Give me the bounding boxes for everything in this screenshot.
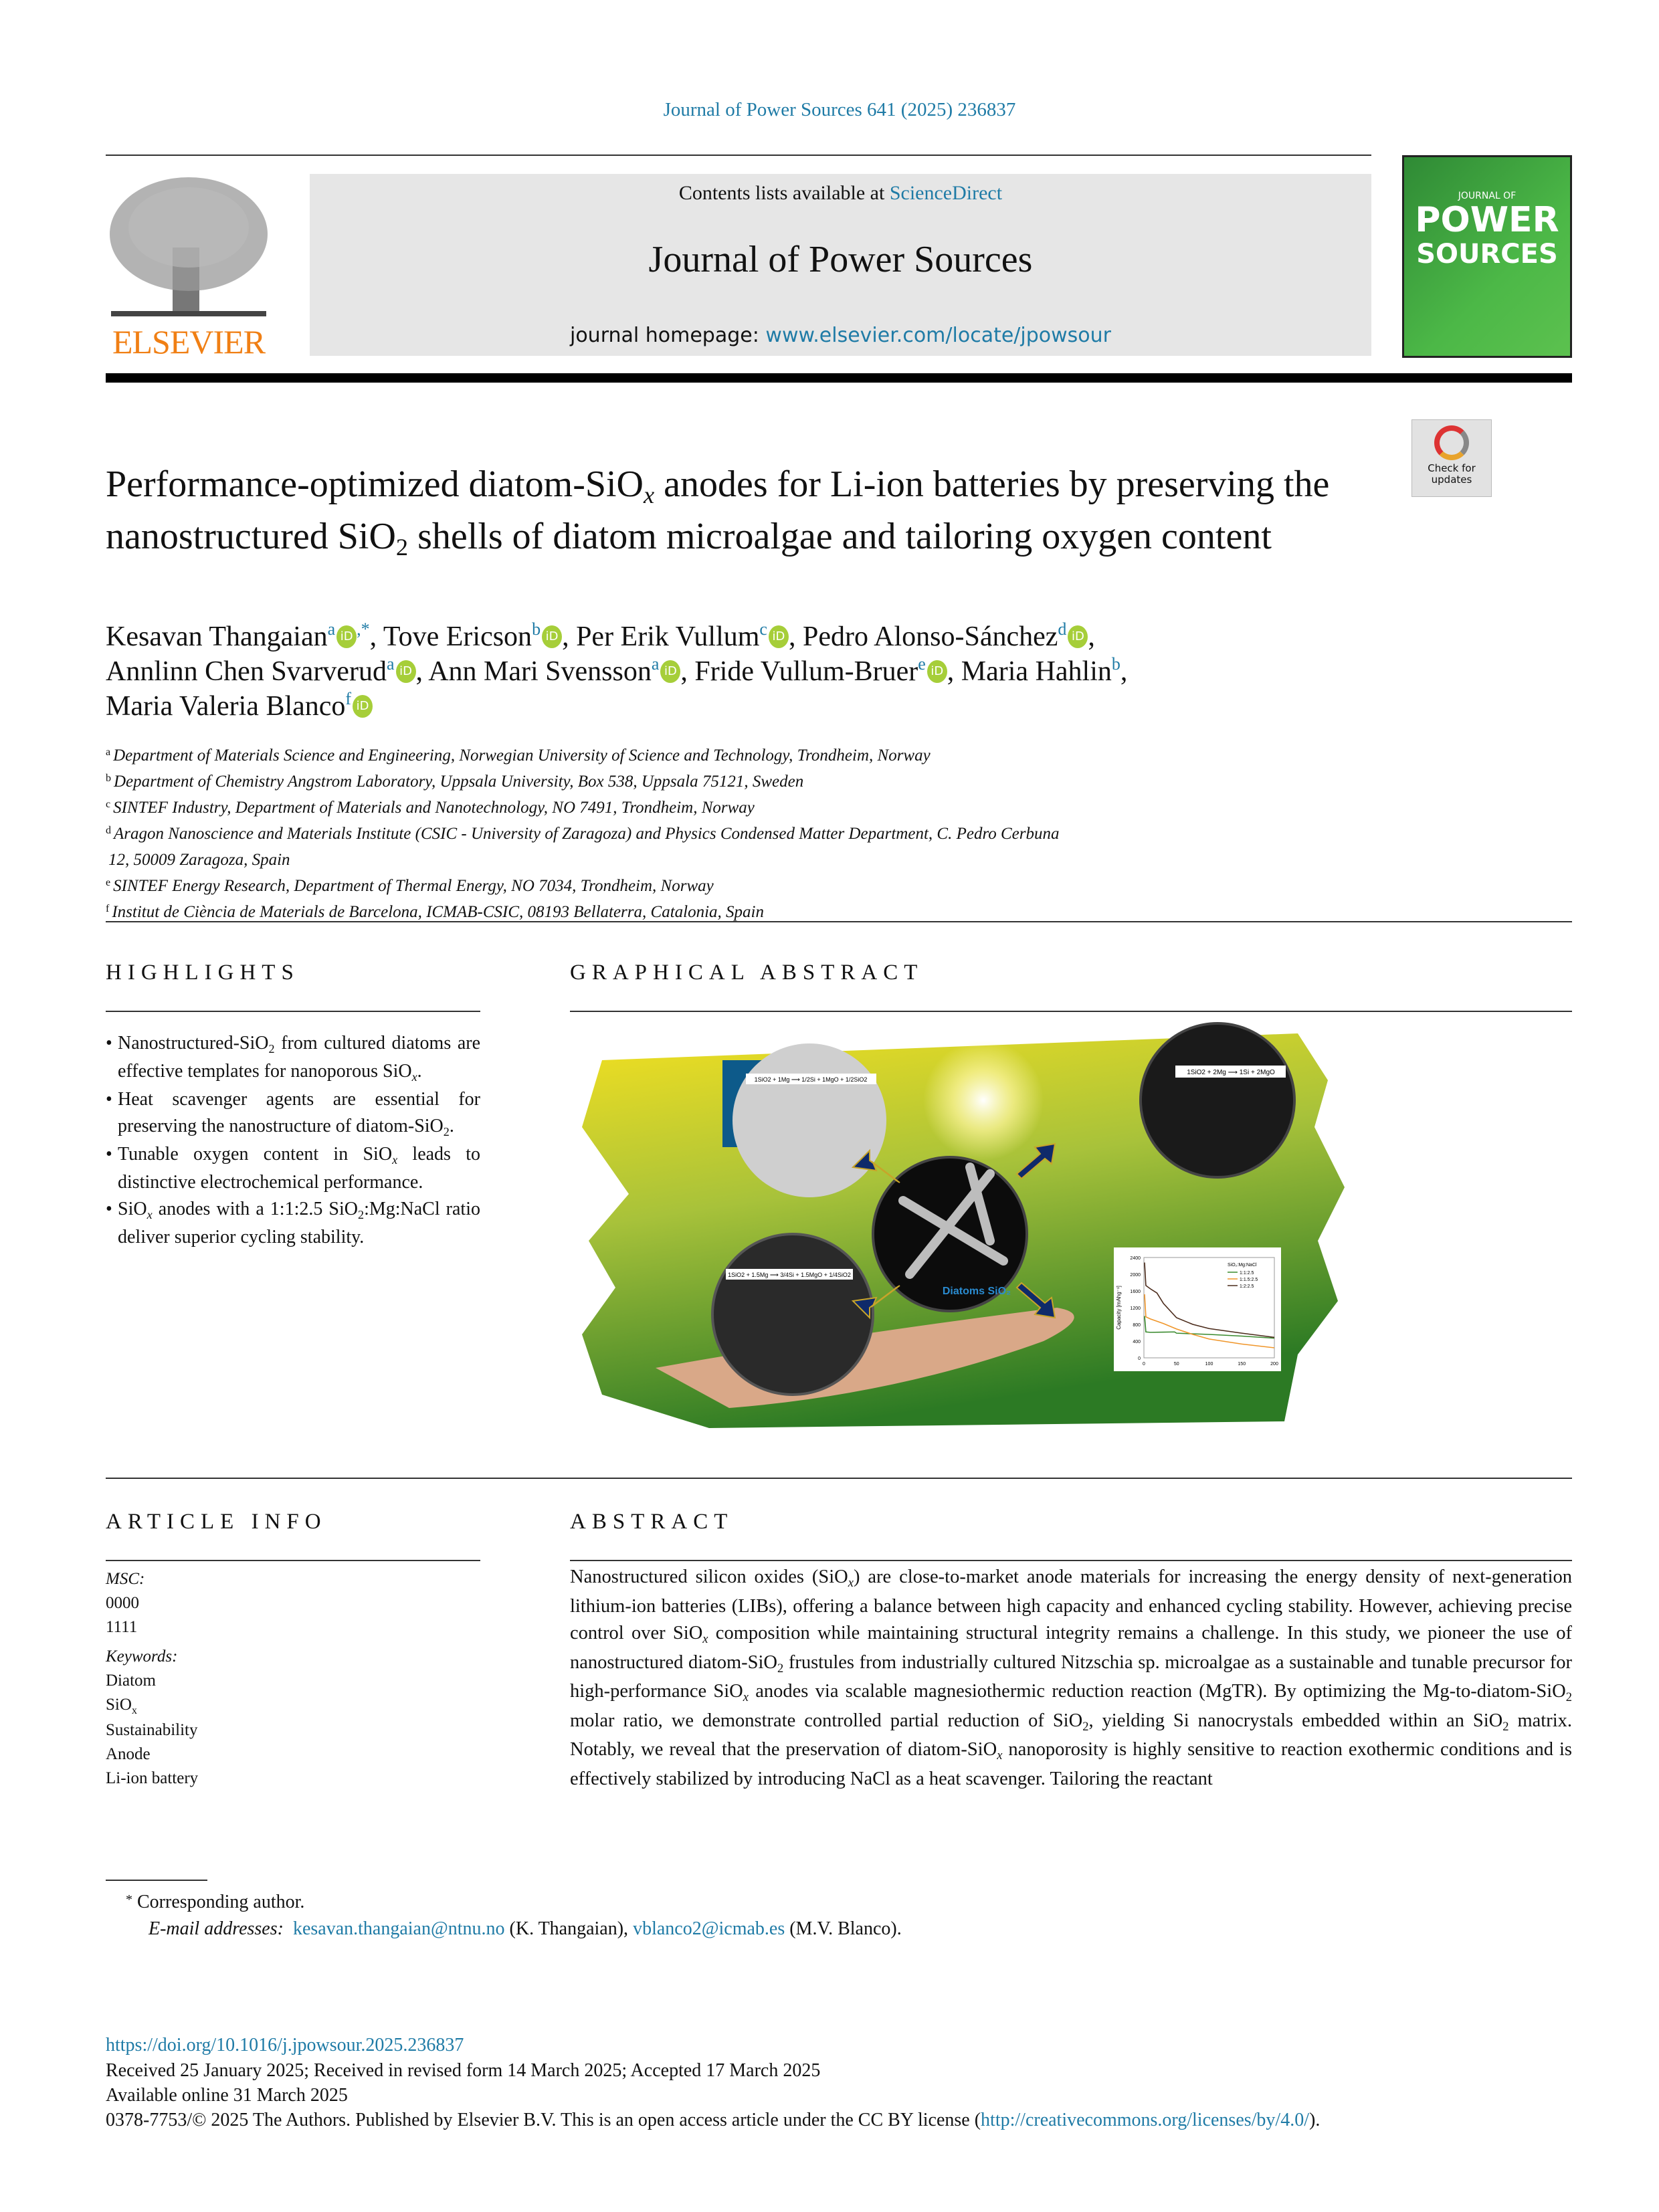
affiliation-marker[interactable]: c: [759, 619, 767, 639]
y-tick-label: 1200: [1130, 1306, 1141, 1311]
orcid-icon[interactable]: iD: [396, 660, 416, 683]
keyword: Diatom: [106, 1672, 156, 1690]
highlight-item: • Tunable oxygen content in SiO$_x$ leads to distinctive electrochemical performance.: [106, 1141, 480, 1196]
x-tick-label: 150: [1238, 1362, 1246, 1367]
author-list: [106, 619, 1544, 724]
equation-1: 1SiO2 + 1Mg ⟶ 1/2Si + 1MgO + 1/2SiO2: [754, 1076, 868, 1083]
divider: [570, 1011, 1572, 1012]
highlight-item: • SiO$_x$ anodes with a 1:1:2.5 SiO$_2$:Mg:NaCl ratio deliver superior cycling stability.: [106, 1196, 480, 1251]
article-info: [106, 1567, 198, 1791]
divider: [106, 1478, 1572, 1479]
received-dates: Received 25 January 2025; Received in revised form 14 March 2025; Accepted 17 March 2025: [106, 2060, 821, 2081]
affiliation: $^d$ Aragon Nanoscience and Materials Institute (CSIC - University of Zaragoza) and Physics Condensed Matter Department, C. Pedro Cerbuna: [106, 825, 1060, 843]
affiliation: 12, 50009 Zaragoza, Spain: [108, 851, 290, 869]
capacity-chart: [1114, 1247, 1281, 1371]
journal-banner: [310, 174, 1371, 356]
equation-3: 1SiO2 + 2Mg ⟶ 1Si + 2MgO: [1187, 1069, 1275, 1076]
affiliation-marker[interactable]: e: [918, 654, 926, 674]
graphical-abstract-heading: GRAPHICAL ABSTRACT: [570, 961, 924, 985]
y-tick-label: 2000: [1130, 1273, 1141, 1278]
license-link[interactable]: http://creativecommons.org/licenses/by/4.0/: [981, 2110, 1309, 2130]
tem-circle-2: [712, 1234, 873, 1395]
abstract-text: Nanostructured silicon oxides (SiO$_x$) are close-to-market anode materials for increasing the energy density of next-generation lithium-ion batteries (LIBs), offering a balance between high capacity and enhanced cycling stability. However, achieving precise control over SiO$_x$ composition while maintaining structural integrity remains a challenge. In this study, we pioneer the use of nanostructured diatom-SiO$_2$ frustules from industrially cultured Nitzschia sp. microalgae as a sustainable and tunable precursor for high-performance SiO$_x$ anodes via scalable magnesiothermic reduction reaction (MgTR). By optimizing the Mg-to-diatom-SiO$_2$ molar ratio, we demonstrate controlled partial reduction of SiO$_2$, yielding Si nanocrystals embedded within an SiO$_2$ matrix. Notably, we reveal that the preservation of diatom-SiO$_x$ nanoporosity is highly sensitive to reaction exothermic conditions and is effectively stabilized by introducing NaCl as a heat scavenger. Tailoring the reactant: [570, 1567, 1573, 1789]
orcid-icon[interactable]: iD: [660, 660, 680, 683]
graphical-abstract-image: [575, 1020, 1351, 1441]
y-tick-label: 1600: [1130, 1290, 1141, 1294]
keyword: SiO$_x$: [106, 1696, 138, 1716]
article-title: Performance-optimized diatom-SiO$_x$ anodes for Li-ion batteries by preserving the nanostructured SiO$_2$ shells of diatom microalgae and tailoring oxygen content: [106, 464, 1330, 561]
author-line: Annlinn Chen Svarverud$^a$ iD , Ann Mari Svensson$^a$ iD , Fride Vullum-Bruer$^e$ iD , Maria Hahlin$^b$,: [106, 654, 1128, 687]
keyword: Anode: [106, 1745, 151, 1763]
journal-title: Journal of Power Sources: [648, 239, 1033, 280]
affiliation: $^e$ SINTEF Energy Research, Department of Thermal Energy, NO 7034, Trondheim, Norway: [106, 877, 714, 895]
y-axis-label: Capacity [mAhg⁻¹]: [1116, 1286, 1122, 1330]
highlights-list: [106, 1030, 480, 1251]
homepage-link[interactable]: www.elsevier.com/locate/jpowsour: [765, 324, 1112, 347]
orcid-icon[interactable]: iD: [1068, 625, 1088, 648]
affiliation-marker[interactable]: a: [327, 619, 336, 639]
affiliation-marker[interactable]: b: [1111, 654, 1120, 674]
author[interactable]: Pedro Alonso-Sánchez$^d$: [802, 619, 1067, 652]
y-tick-label: 2400: [1130, 1256, 1141, 1261]
legend-entry: 1:1.5:2.5: [1240, 1278, 1258, 1282]
email-link[interactable]: kesavan.thangaian@ntnu.no: [292, 1918, 505, 1939]
keyword: Li-ion battery: [106, 1769, 199, 1787]
affiliation-marker[interactable]: b: [532, 619, 541, 639]
affiliation-marker[interactable]: a: [386, 654, 395, 674]
cover-text: POWER: [1415, 200, 1559, 240]
highlight-item: • Nanostructured-SiO$_2$ from cultured diatoms are effective templates for nanoporous SiO$_x$.: [106, 1030, 480, 1086]
legend-entry: 1:1:2.5: [1240, 1271, 1254, 1276]
divider: [106, 921, 1572, 922]
affiliations: [106, 744, 1060, 926]
sciencedirect-link[interactable]: ScienceDirect: [889, 182, 1003, 204]
msc-label: MSC:: [106, 1570, 145, 1588]
affiliation: $^f$ Institut de Ciència de Materials de Barcelona, ICMAB-CSIC, 08193 Bellaterra, Catalonia, Spain: [106, 903, 764, 921]
y-tick-label: 800: [1133, 1323, 1141, 1328]
orcid-icon[interactable]: iD: [336, 625, 357, 648]
author-line: Kesavan Thangaian$^a$ iD ,*, Tove Ericson$^b$ iD , Per Erik Vullum$^c$ iD , Pedro Alonso-Sánchez$^d$ iD ,: [106, 619, 1095, 652]
divider: [106, 1011, 480, 1012]
check-updates-icon: [1434, 425, 1469, 460]
affiliation: $^b$ Department of Chemistry Angstrom Laboratory, Uppsala University, Box 538, Uppsala 75121, Sweden: [106, 773, 804, 791]
orcid-icon[interactable]: iD: [769, 625, 789, 648]
x-tick-label: 100: [1205, 1362, 1213, 1367]
elsevier-wordmark: ELSEVIER: [112, 323, 266, 361]
orcid-icon[interactable]: iD: [542, 625, 562, 648]
msc-code: 1111: [106, 1618, 138, 1636]
author[interactable]: Per Erik Vullum$^c$: [576, 619, 767, 652]
equation-2: 1SiO2 + 1.5Mg ⟶ 3/4Si + 1.5MgO + 1/4SiO2: [728, 1272, 851, 1278]
affiliation: $^a$ Department of Materials Science and Engineering, Norwegian University of Science and Technology, Trondheim, Norway: [106, 746, 931, 765]
msc-code: 0000: [106, 1594, 139, 1612]
highlight-item: • Heat scavenger agents are essential for preserving the nanostructure of diatom-SiO$_2$.: [106, 1086, 480, 1141]
corresponding-note: * Corresponding author.: [126, 1892, 305, 1912]
available-online: Available online 31 March 2025: [106, 2085, 348, 2106]
affiliation-marker[interactable]: f: [345, 689, 352, 708]
check-updates-label: Check for updates: [1428, 462, 1476, 486]
author[interactable]: Maria Valeria Blanco$^f$: [106, 689, 352, 722]
top-divider: [106, 155, 1371, 156]
tem-circle-3: [1141, 1023, 1294, 1177]
author[interactable]: Maria Hahlin$^b$: [961, 654, 1120, 687]
tree-logo-icon: [106, 174, 272, 324]
x-tick-label: 50: [1173, 1362, 1179, 1367]
y-tick-label: 0: [1138, 1356, 1141, 1361]
legend-title: SiO₂:Mg:NaCl: [1228, 1263, 1257, 1268]
article-info-heading: ARTICLE INFO: [106, 1510, 327, 1534]
journal-citation[interactable]: [0, 99, 1659, 121]
y-tick-label: 400: [1133, 1340, 1141, 1344]
affiliation-marker[interactable]: d: [1058, 619, 1067, 639]
cover-text: JOURNAL OF: [1458, 191, 1517, 201]
email-line: E-mail addresses: kesavan.thangaian@ntnu.no (K. Thangaian), vblanco2@icmab.es (M.V. Blanco).: [149, 1918, 902, 1939]
author[interactable]: Annlinn Chen Svarverud$^a$: [106, 654, 395, 687]
author-line: [106, 689, 1544, 724]
legend-entry: 1:2:2.5: [1240, 1284, 1254, 1289]
abstract-heading: ABSTRACT: [570, 1510, 734, 1534]
divider: [106, 1560, 480, 1561]
x-tick-label: 0: [1143, 1362, 1145, 1367]
doi-link[interactable]: https://doi.org/10.1016/j.jpowsour.2025.236837: [106, 2035, 464, 2055]
elsevier-logo: [106, 174, 272, 361]
x-tick-label: 200: [1270, 1362, 1278, 1367]
author[interactable]: Tove Ericson$^b$: [383, 619, 541, 652]
author[interactable]: Ann Mari Svensson$^a$: [428, 654, 660, 687]
citation-link[interactable]: Journal of Power Sources 641 (2025) 236837: [663, 99, 1016, 120]
email-link[interactable]: vblanco2@icmab.es: [633, 1918, 785, 1939]
header-thick-rule: [106, 373, 1572, 383]
affiliation: $^c$ SINTEF Industry, Department of Materials and Nanotechnology, NO 7491, Trondheim, Norway: [106, 799, 755, 817]
author[interactable]: Kesavan Thangaian$^a$: [106, 619, 336, 652]
check-for-updates-button[interactable]: [1411, 419, 1492, 497]
license-line: 0378-7753/© 2025 The Authors. Published by Elsevier B.V. This is an open access article under the CC BY license (http://creativecommons.org/licenses/by/4.0/).: [106, 2110, 1321, 2130]
affiliation-marker[interactable]: a: [651, 654, 660, 674]
homepage-label: journal homepage:: [569, 324, 759, 347]
corresponding-marker[interactable]: ,*: [357, 619, 370, 639]
contents-text: Contents lists available at: [678, 182, 885, 204]
cover-text: SOURCES: [1416, 239, 1558, 270]
tem-circle-1: [733, 1043, 886, 1197]
orcid-icon[interactable]: iD: [927, 660, 947, 683]
divider: [570, 1560, 1572, 1561]
keywords-label: Keywords:: [106, 1647, 178, 1666]
diatoms-label: Diatoms SiO₂: [942, 1286, 1011, 1297]
journal-cover[interactable]: [1402, 155, 1572, 358]
footnote-rule: [106, 1880, 207, 1881]
keyword: Sustainability: [106, 1721, 198, 1739]
author[interactable]: Fride Vullum-Bruer$^e$: [694, 654, 926, 687]
highlights-heading: HIGHLIGHTS: [106, 961, 300, 985]
orcid-icon[interactable]: iD: [353, 695, 373, 718]
